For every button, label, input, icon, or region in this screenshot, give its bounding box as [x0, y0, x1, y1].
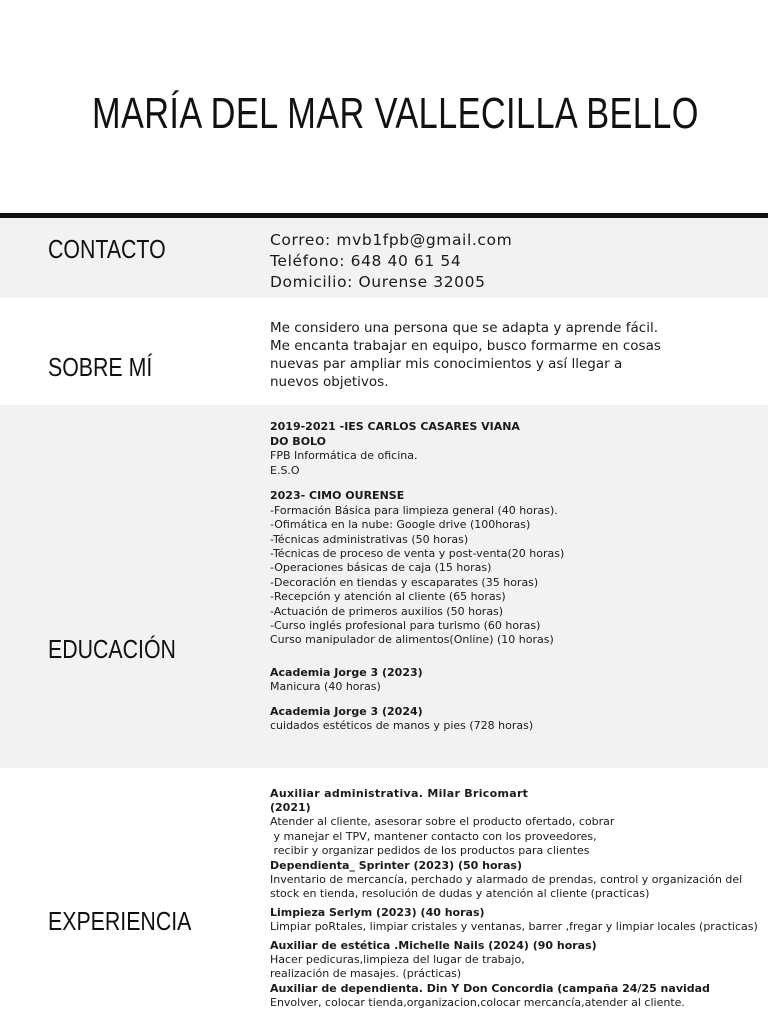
education-entry-line: -Curso inglés profesional para turismo (60 horas)	[270, 618, 541, 632]
experience-entry	[270, 982, 760, 1011]
experience-list	[270, 787, 760, 1010]
experience-entry-line: realización de masajes. (prácticas)	[270, 967, 462, 981]
education-entry-line: -Técnicas de proceso de venta y post-venta(20 horas)	[270, 546, 565, 560]
experience-entry	[270, 859, 760, 902]
education-entry	[270, 489, 750, 648]
education-entry-line: cuidados estéticos de manos y pies (728 horas)	[270, 719, 534, 733]
education-entry-line: Manicura (40 horas)	[270, 680, 381, 694]
education-entry-title: Academia Jorge 3 (2024)	[270, 704, 423, 718]
experience-entry-title: Dependienta_ Sprinter (2023) (50 horas)	[270, 858, 522, 872]
experience-entry-line: recibir y organizar pedidos de los productos para clientes	[270, 844, 590, 858]
experience-entry-line: Atender al cliente, asesorar sobre el producto ofertado, cobrar	[270, 815, 615, 828]
experience-entry-line: Hacer pedicuras,limpieza del lugar de trabajo,	[270, 952, 525, 966]
experience-entry-year: (2021)	[270, 801, 311, 814]
education-entry-line: -Técnicas administrativas (50 horas)	[270, 532, 469, 546]
experience-entry-line: Limpiar poRtales, limpiar cristales y ventanas, barrer ,fregar y limpiar locales (practicas)	[270, 919, 758, 933]
experience-heading: EXPERIENCIA	[48, 906, 192, 936]
education-entry	[270, 420, 750, 478]
education-entry-line: -Ofimática en la nube: Google drive (100horas)	[270, 518, 531, 532]
about-text: Me considero una persona que se adapta y aprende fácil. Me encanta trabajar en equipo, busco formarme en cosas nuevas par ampliar mis conocimientos y así llegar a nuevos objetivos.	[270, 320, 661, 390]
education-list	[270, 420, 750, 734]
experience-entry	[270, 787, 760, 859]
person-name: MARÍA DEL MAR VALLECILLA BELLO	[92, 89, 699, 138]
education-entry-line: E.S.O	[270, 463, 300, 477]
education-entry-title: 2019-2021 -IES CARLOS CASARES VIANA DO BOLO	[270, 420, 520, 448]
experience-entry-title: Auxiliar administrativa. Milar Bricomart	[270, 787, 529, 800]
experience-entry-title: Auxiliar de estética .Michelle Nails (2024) (90 horas)	[270, 938, 597, 952]
education-heading: EDUCACIÓN	[48, 634, 176, 664]
education-entry-line: -Recepción y atención al cliente (65 horas)	[270, 590, 506, 604]
contact-heading: CONTACTO	[48, 234, 166, 264]
education-entry-line: -Actuación de primeros auxilios (50 horas)	[270, 604, 504, 618]
experience-entry-line: Inventario de mercancía, perchado y alarmado de prendas, control y organización del	[270, 872, 743, 886]
education-entry-line: -Operaciones básicas de caja (15 horas)	[270, 561, 492, 575]
experience-entry	[270, 906, 760, 935]
education-entry-line: FPB Informática de oficina.	[270, 449, 418, 462]
experience-entry-title: Limpieza Serlym (2023) (40 horas)	[270, 905, 485, 919]
experience-entry	[270, 939, 760, 982]
experience-entry-line: y manejar el TPV, mantener contacto con los proveedores,	[270, 829, 597, 843]
experience-entry-line: stock en tienda, resolución de dudas y atención al cliente (practicas)	[270, 887, 650, 901]
contact-address: Domicilio: Ourense 32005	[270, 273, 486, 291]
education-entry-line: -Formación Básica para limpieza general (40 horas).	[270, 503, 558, 517]
contact-details	[270, 230, 750, 293]
experience-entry-title: Auxiliar de dependienta. Din Y Don Concordia (campaña 24/25 navidad	[270, 981, 710, 995]
education-entry-line: -Decoración en tiendas y escaparates (35 horas)	[270, 575, 539, 589]
education-entry-title: Academia Jorge 3 (2023)	[270, 665, 423, 679]
contact-email: Correo: mvb1fpb@gmail.com	[270, 231, 513, 249]
experience-entry-line: Envolver, colocar tienda,organizacion,colocar mercancía,atender al cliente.	[270, 995, 685, 1009]
education-entry	[270, 705, 750, 734]
education-entry-title: 2023- CIMO OURENSE	[270, 489, 405, 503]
education-entry	[270, 666, 750, 695]
about-heading: SOBRE MÍ	[48, 352, 153, 382]
education-entry-line: Curso manipulador de alimentos(Online) (10 horas)	[270, 633, 554, 647]
contact-phone: Teléfono: 648 40 61 54	[270, 252, 462, 270]
